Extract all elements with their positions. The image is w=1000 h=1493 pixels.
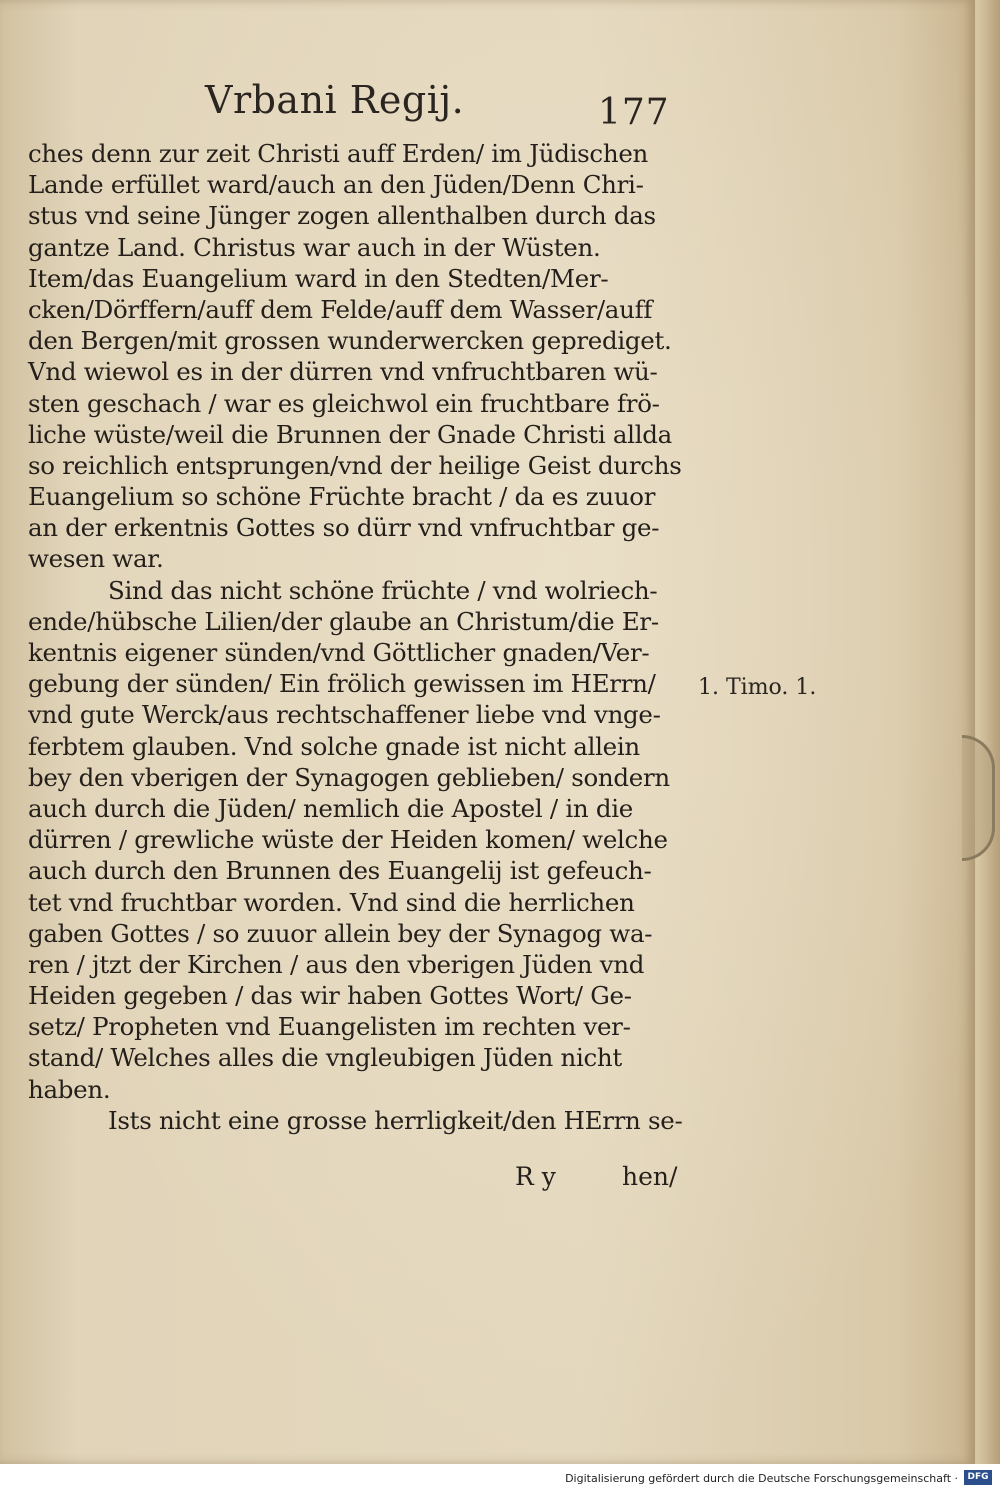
text-line: bey den vberigen der Synagogen geblieben/ sondern	[28, 762, 670, 792]
text-line: tet vnd fruchtbar worden. Vnd sind die herrlichen	[28, 887, 635, 917]
text-line: so reichlich entsprungen/vnd der heilige Geist durchs	[28, 450, 682, 480]
text-line: dürren / grewliche wüste der Heiden komen/ welche	[28, 825, 668, 855]
text-line: an der erkentnis Gottes so dürr vnd vnfruchtbar ge-	[28, 513, 660, 543]
body-text	[28, 138, 718, 1136]
text-line: auch durch den Brunnen des Euangelij ist gefeuch-	[28, 856, 652, 886]
running-head: Vrbani Regij.	[205, 78, 465, 122]
text-line: liche wüste/weil die Brunnen der Gnade Christi allda	[28, 419, 672, 449]
text-line: Item/das Euangelium ward in den Stedten/Mer-	[28, 263, 609, 293]
text-line: Heiden gegeben / das wir haben Gottes Wort/ Ge-	[28, 981, 632, 1011]
paragraph-start-line: Ists nicht eine grosse herrligkeit/den HErrn se-	[108, 1105, 683, 1135]
margin-note: 1. Timo. 1.	[698, 675, 817, 700]
text-line: haben.	[28, 1074, 111, 1104]
text-line: gantze Land. Christus war auch in der Wüsten.	[28, 232, 601, 262]
text-line: cken/Dörffern/auff dem Felde/auff dem Wasser/auff	[28, 294, 653, 324]
text-line: Euangelium so schöne Früchte bracht / da es zuuor	[28, 482, 656, 512]
text-line: stus vnd seine Jünger zogen allenthalben durch das	[28, 201, 656, 231]
text-line: vnd gute Werck/aus rechtschaffener liebe vnd vnge-	[28, 700, 661, 730]
footer-credit: Digitalisierung gefördert durch die Deutsche Forschungsgemeinschaft ·	[565, 1472, 958, 1485]
text-line: sten geschach / war es gleichwol ein fruchtbare frö-	[28, 388, 660, 418]
text-line: kentnis eigener sünden/vnd Göttlicher gnaden/Ver-	[28, 638, 650, 667]
text-line: ferbtem glauben. Vnd solche gnade ist nicht allein	[28, 731, 640, 761]
text-line: Vnd wiewol es in der dürren vnd vnfruchtbaren wü-	[28, 357, 658, 387]
text-line: wesen war.	[28, 544, 164, 574]
text-line: setz/ Propheten vnd Euangelisten im rechten ver-	[28, 1012, 631, 1042]
text-line: Lande erfüllet ward/auch an den Jüden/Denn Chri-	[28, 170, 644, 200]
dfg-logo-icon: DFG	[964, 1470, 992, 1485]
text-line: ren / jtzt der Kirchen / aus den vberigen Jüden vnd	[28, 949, 645, 979]
text-line: gebung der sünden/ Ein frölich gewissen im HErrn/	[28, 669, 656, 699]
text-line: ende/hübsche Lilien/der glaube an Christum/die Er-	[28, 606, 659, 636]
text-line: den Bergen/mit grossen wunderwercken geprediget.	[28, 326, 672, 356]
catchword: hen/	[622, 1162, 678, 1191]
page-number: 177	[598, 92, 670, 133]
paragraph-start-line: Sind das nicht schöne früchte / vnd wolriech-	[108, 575, 658, 605]
text-line: stand/ Welches alles die vngleubigen Jüden nicht	[28, 1043, 622, 1073]
book-clasp	[962, 735, 995, 861]
footer-bar	[0, 1464, 1000, 1493]
signature-mark: R y	[515, 1162, 556, 1191]
text-line: gaben Gottes / so zuuor allein bey der Synagog wa-	[28, 918, 653, 948]
text-line: ches denn zur zeit Christi auff Erden/ im Jüdischen	[28, 139, 649, 168]
text-line: auch durch die Jüden/ nemlich die Apostel / in die	[28, 793, 633, 823]
